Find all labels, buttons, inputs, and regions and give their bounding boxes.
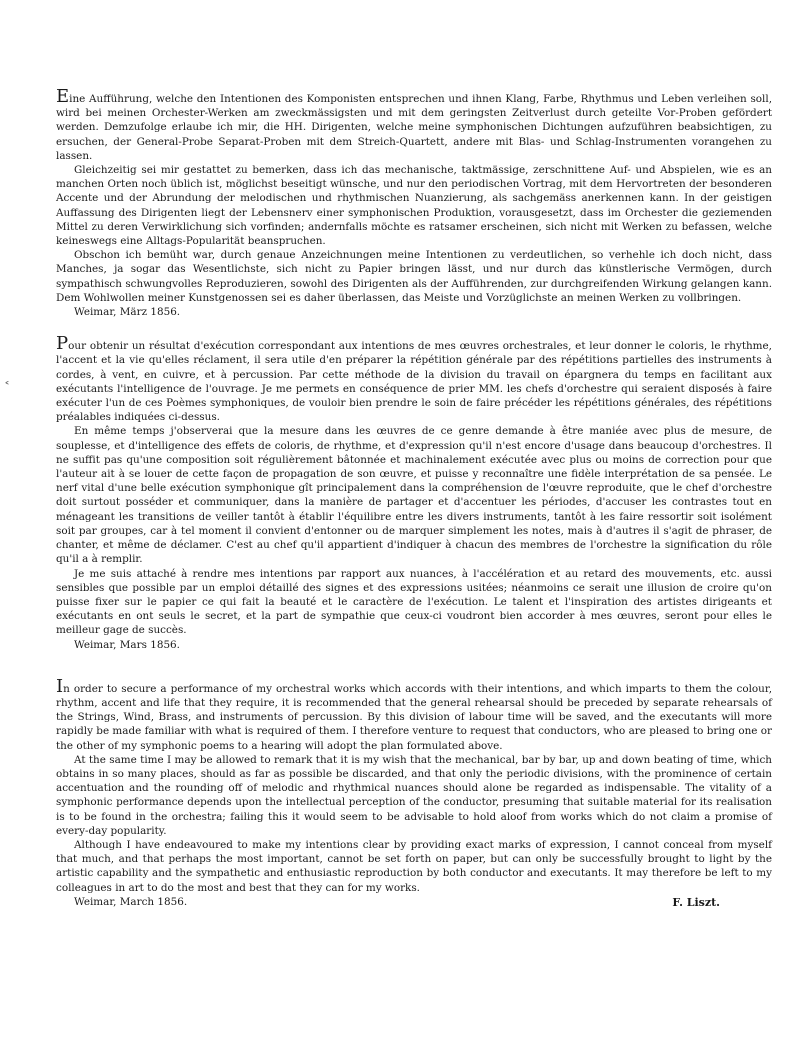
english-section (56, 675, 772, 909)
french-paragraph-2: En même temps j'observerai que la mesure dans les œuvres de ce genre demande à être maniée avec plus de mesure, de souplesse, et d'intelligence des effets de coloris, de rhythme, et d'expression qu'il n'est encore d'usage dans beaucoup d'orchestres. Il ne suffit pas qu'une composition soit régulièrement bâtonnée et machinalement exécutée avec plus ou moins de correction pour que l'auteur ait à se louer de cette façon de propagation de son œuvre, et puisse y reconnaître une fidèle interprétation de sa pensée. Le nerf vital d'une belle exécution symphonique gît principalement dans la compréhension de l'œuvre reproduite, que le chef d'orchestre doit surtout posséder et communiquer, dans la manière de partager et d'accentuer les périodes, d'accuser les contrastes tout en ménageant les transitions de veiller tantôt à établir l'équilibre entre les divers instruments, tantôt à les faire ressortir soit isolément soit par groupes, car à tel moment il convient d'entonner ou de marquer simplement les notes, mais à d'autres il s'agit de phraser, de chanter, et même de déclamer. C'est au chef qu'il appartient d'indiquer à chacun des membres de l'orchestre la signification du rôle qu'il a à remplir. (56, 425, 772, 566)
german-section (56, 86, 772, 319)
french-paragraph-1 (56, 333, 772, 424)
french-signoff: Weimar, Mars 1856. (74, 638, 180, 651)
german-paragraph-1 (56, 86, 772, 163)
english-paragraph-1-text: n order to secure a performance of my orchestral works which accords with their intentions, and which imparts to them the colour, rhythm, accent and life that they require, it is recommended that the general rehearsal should be preceded by separate rehearsals of the Strings, Wind, Brass, and instruments of percussion. By this division of labour time will be saved, and the executants will more rapidly be made familiar with what is required of them. I therefore venture to request that conductors, who are pleased to bring one or the other of my symphonic poems to a hearing will adopt the plan formulated above. (56, 682, 772, 752)
french-paragraph-3: Je me suis attaché à rendre mes intentions par rapport aux nuances, à l'accélération et au retard des mouvements, etc. aussi sensibles que possible par un emploi détaillé des signes et des expressions usitées; néanmoins ce serait une illusion de croire qu'on puisse fixer sur le papier ce qui fait la beauté et le caractère de l'exécution. Le talent et l'inspiration des artistes dirigeants et exécutants en ont seuls le secret, et la part de sympathie que ceux-ci voudront bien accorder à mes œuvres, seront pour elles le meilleur gage de succès. (56, 567, 772, 637)
french-paragraph-1-text: our obtenir un résultat d'exécution correspondant aux intentions de mes œuvres orchestrales, et leur donner le coloris, le rhythme, l'accent et la vie qu'elles réclament, il sera utile d'en préparer la répétition générale par des répétitions partielles des instruments à cordes, à vent, en cuivre, et à percussion. Par cette méthode de la division du travail on épargnera du temps en facilitant aux exécutants l'intelligence de l'ouvrage. Je me permets en conséquence de prier MM. les chefs d'orchestre qui seraient disposés à faire exécuter l'un de ces Poèmes symphoniques, de vouloir bien prendre le soin de faire précéder les répétitions générales, des répétitions préalables indiquées ci-dessus. (56, 340, 772, 424)
german-paragraph-1-text: ine Aufführung, welche den Intentionen des Komponisten entsprechen und ihnen Klang, Farbe, Rhythmus und Leben verleihen soll, wird bei meinen Orchester-Werken am zweckmässigsten und mit dem geringsten Zeitverlust durch geteilte Vor-Proben gefördert werden. Demzufolge erlaube ich mir, die HH. Dirigenten, welche meine symphonischen Dichtungen aufzuführen beabsichtigen, zu ersuchen, der General-Probe Separat-Proben mit dem Streich-Quartett, andere mit Blas- und Schlag-Instrumenten vorangehen zu lassen. (56, 93, 772, 162)
german-dropcap: E (56, 86, 70, 107)
french-section (56, 333, 772, 651)
margin-annotation: ˂ (4, 380, 10, 394)
english-paragraph-2: At the same time I may be allowed to remark that it is my wish that the mechanical, bar by bar, up and down beating of time, which obtains in so many places, should as far as possible be discarded, and that only the periodic divisions, with the prominence of certain accentuation and the rounding off of melodic and rhythmical nuances should alone be regarded as indispensable. The vitality of a symphonic performance depends upon the intellectual perception of the conductor, presuming that suitable material for its realisation is to be found in the orchestra; failing this it would seem to be advisable to hold aloof from works which do not claim a promise of every-day popularity. (56, 753, 772, 837)
german-signoff: Weimar, März 1856. (74, 306, 181, 319)
english-paragraph-1 (56, 675, 772, 753)
english-signoff: Weimar, March 1856. (74, 895, 188, 908)
english-paragraph-3: Although I have endeavoured to make my intentions clear by providing exact marks of expression, I cannot conceal from myself that much, and that perhaps the most important, cannot be set forth on paper, but can only be successfully brought to light by the artistic capability and the sympathetic and enthusiastic reproduction by both conductor and executants. It may therefore be left to my colleagues in art to do the most and best that they can for my works. (56, 838, 772, 894)
signature: F. Liszt. (672, 895, 720, 909)
english-dropcap: I (56, 675, 64, 697)
german-paragraph-2: Gleichzeitig sei mir gestattet zu bemerken, dass ich das mechanische, taktmässige, zerschnittene Auf- und Abspielen, wie es an manchen Orten noch üblich ist, möglichst beseitigt wünsche, und nur den periodischen Vortrag, mit dem Hervortreten der besonderen Accente und der Abrundung der melodischen und rhythmischen Nuanzierung, als sachgemäss anerkennen kann. In der geistigen Auffassung des Dirigenten liegt der Lebensnerv einer symphonischen Produktion, vorausgesetzt, dass im Orchester die geziemenden Mittel zu deren Verwirklichung sich vorfinden; andernfalls möchte es ratsamer erscheinen, sich nicht mit Werken zu befassen, welche keineswegs eine Alltags-Popularität beanspruchen. (56, 164, 772, 248)
french-dropcap: P (56, 333, 69, 355)
german-paragraph-3: Obschon ich bemüht war, durch genaue Anzeichnungen meine Intentionen zu verdeutlichen, so verhehle ich doch nicht, dass Manches, ja sogar das Wesentlichste, sich nicht zu Papier bringen lässt, und nur durch das künstlerische Vermögen, durch sympathisch schwungvolles Reproduzieren, sowohl des Dirigenten als der Aufführenden, zur durchgreifenden Wirkung gelangen kann. Dem Wohlwollen meiner Kunstgenossen sei es daher überlassen, das Meiste und Vorzüglichste an meinen Werken zu vollbringen. (56, 249, 772, 304)
page (56, 86, 772, 909)
